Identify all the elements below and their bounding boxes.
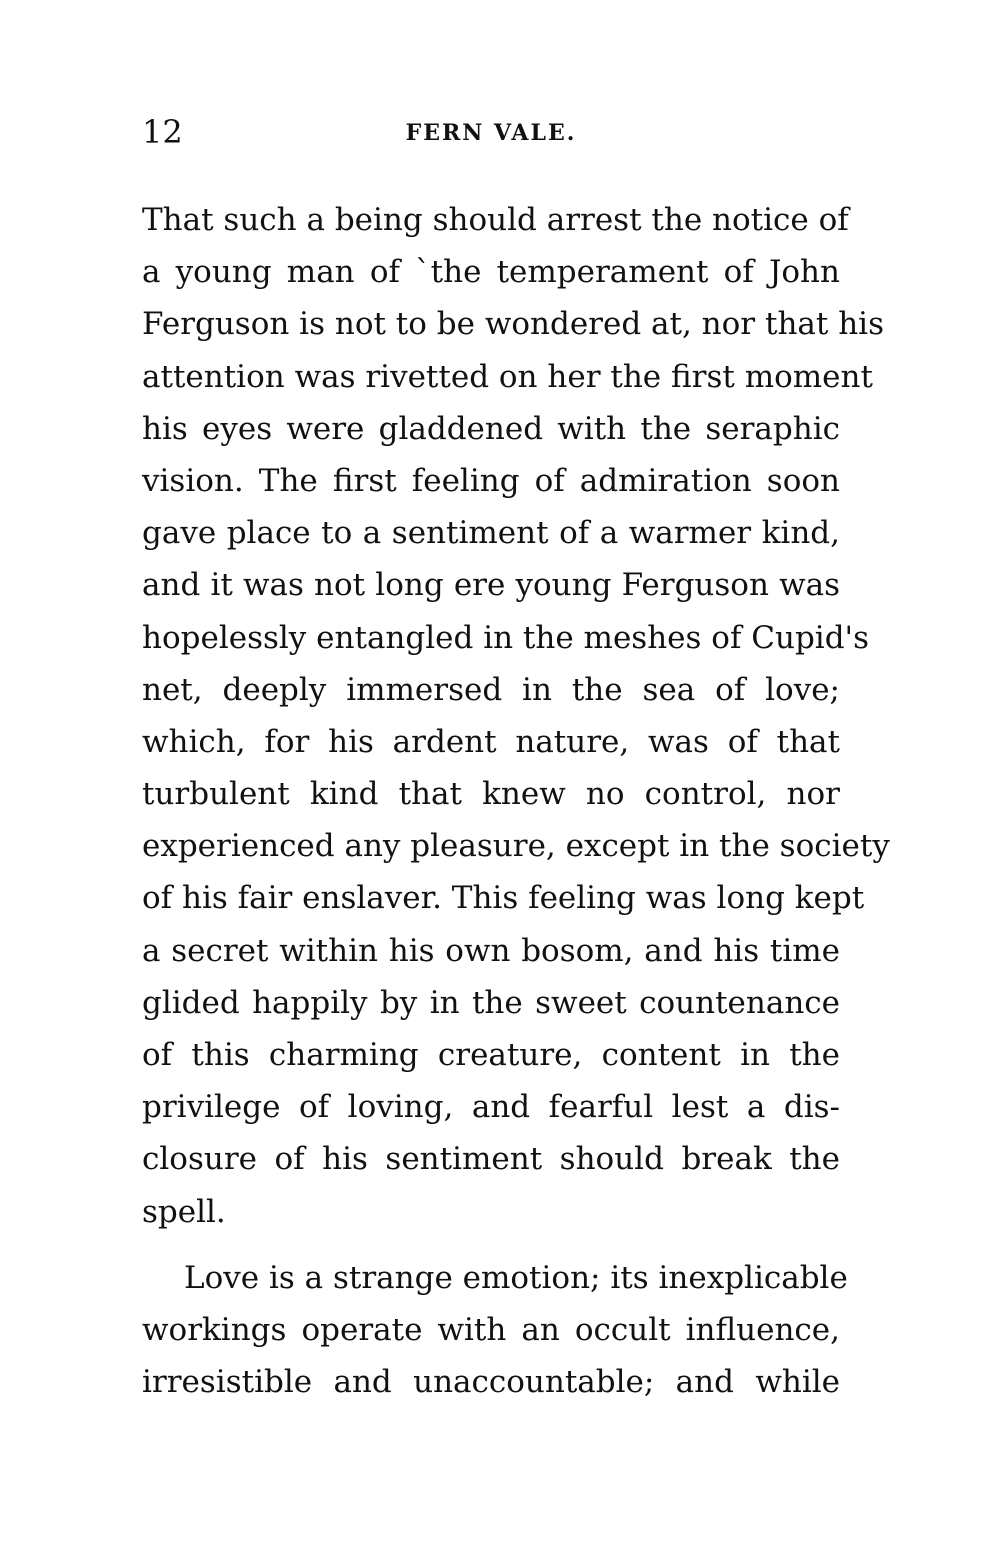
text-line: That such a being should arrest the notice of [142,202,849,238]
text-line: glided happily by in the sweet countenance [142,984,840,1021]
text-line: a young man of `the temperament of John [142,254,840,291]
text-line: spell. [142,1193,226,1230]
paragraph-gap [142,1238,840,1252]
text-line: hopelessly entangled in the meshes of Cupid's [142,619,869,656]
text-line: experienced any pleasure, except in the society [142,828,890,865]
running-head [142,112,840,152]
text-line: attention was rivetted on her the first moment [142,358,873,395]
text-line: net, deeply immersed in the sea of love; [142,671,840,708]
text-line: turbulent kind that knew no control, nor [142,776,840,813]
text-line: his eyes were gladdened with the seraphic [142,410,840,447]
running-title: FERN VALE. [405,120,577,146]
text-line: a secret within his own bosom, and his time [142,932,840,969]
text-line: irresistible and unaccountable; and while [142,1364,840,1401]
text-line: gave place to a sentiment of a warmer kind, [142,515,840,552]
text-line: which, for his ardent nature, was of that [142,723,840,760]
text-line: of this charming creature, content in the [142,1037,840,1073]
body-text [142,194,890,1408]
text-line: Ferguson is not to be wondered at, nor that his [142,306,884,343]
page-number: 12 [142,113,183,151]
paragraph-1 [142,194,890,1238]
text-line: and it was not long ere young Ferguson was [142,567,840,604]
text-line: of his fair enslaver. This feeling was long kept [142,880,865,917]
text-line: closure of his sentiment should break the [142,1141,840,1178]
text-line: vision. The first feeling of admiration soon [142,462,840,499]
text-line: privilege of loving, and fearful lest a dis- [142,1089,840,1126]
text-line: Love is a strange emotion; its inexplicable [184,1259,848,1296]
paragraph-2 [142,1252,848,1409]
text-line: workings operate with an occult influence, [142,1311,840,1348]
